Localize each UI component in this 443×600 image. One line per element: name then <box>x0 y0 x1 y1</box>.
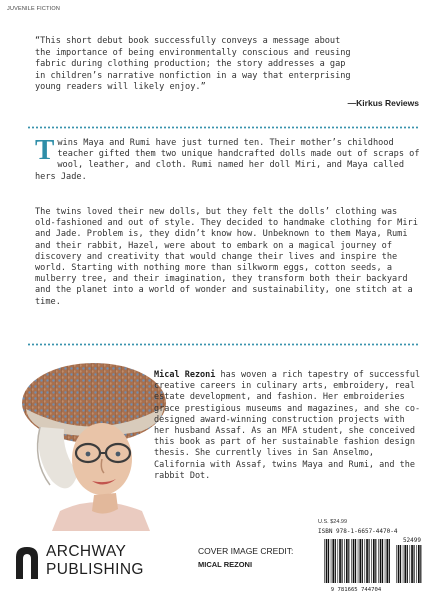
barcode-bar <box>339 539 341 583</box>
barcode-bar <box>324 539 325 583</box>
barcode-bar <box>385 539 386 583</box>
barcode-bar <box>404 545 406 583</box>
barcode-bar <box>353 539 355 583</box>
barcode-bar <box>411 545 413 583</box>
publisher-name-line2: PUBLISHING <box>46 561 144 578</box>
barcode-bar <box>396 545 397 583</box>
barcode-bar <box>326 539 328 583</box>
cover-credit-label: COVER IMAGE CREDIT: <box>198 546 294 556</box>
drop-cap: T <box>35 134 55 166</box>
publisher-name-line1: ARCHWAY <box>46 543 127 560</box>
barcode-bar <box>344 539 345 583</box>
synopsis-paragraph-1-text: wins Maya and Rumi have just turned ten. Their mother’s childhood teacher gifted them two unique handcrafted dolls made out of scraps of wool, leather, and cloth. Rumi named her doll Miri, and Maya called hers Jade. <box>35 138 420 182</box>
barcode-bar <box>420 545 421 583</box>
barcode-ean-digits: 9 781665 744704 <box>330 587 382 593</box>
review-quote: “This short debut book successfully conveys a message about the importance of being environmentally conscious and reusing fabric during clothing production; the story addresses a gap in children’s narrative nonfiction in a way that enterprising young readers will likely enjoy.” <box>35 36 351 93</box>
review-attribution: —Kirkus Reviews <box>347 98 419 108</box>
author-photo <box>22 361 172 531</box>
barcode-bar <box>346 539 348 583</box>
barcode-bar <box>380 539 382 583</box>
publisher-name <box>46 543 144 579</box>
barcode-bar <box>331 539 332 583</box>
barcode-bar <box>338 539 339 583</box>
isbn-barcode <box>318 537 428 593</box>
price-label: U.S. $24.99 <box>318 519 348 525</box>
cover-credit <box>198 545 293 571</box>
synopsis-paragraph-1 <box>35 134 423 183</box>
barcode-bar <box>407 545 408 583</box>
barcode-bar <box>348 539 349 583</box>
barcode-bar <box>416 545 417 583</box>
isbn-label: ISBN 978-1-6657-4470-4 <box>318 528 398 535</box>
barcode-bar <box>358 539 359 583</box>
author-bio <box>154 370 422 482</box>
barcode-bar <box>365 539 366 583</box>
author-portrait-illustration <box>22 361 172 531</box>
barcode-bar <box>369 539 370 583</box>
barcode-bar <box>418 545 420 583</box>
barcode-bar <box>414 545 415 583</box>
barcode-bar <box>362 539 363 583</box>
barcode-bar <box>332 539 334 583</box>
barcode-bar <box>410 545 411 583</box>
barcode-bar <box>335 539 336 583</box>
barcode-bar <box>366 539 368 583</box>
synopsis-paragraph-2: The twins loved their new dolls, but they felt the dolls’ clothing was old-fashioned and out of style. They decided to handmake clothing for Miri and Jade. Problem is, they didn’t know how. Unbeknown to them Maya, Rumi and their rabbit, Hazel, were about to embark on a magical journey of discovery and creativity that would change their lives and inspire the world. Starting with nothing more than silkworm eggs, cotton seeds, a mulberry tree, and their imagination, they transform both their backyard and the planet into a world of wonder and sustainability, one stitch at a time. <box>35 207 418 307</box>
archway-logo-icon <box>14 545 40 579</box>
barcode-price-code: 52499 <box>402 537 421 544</box>
barcode-bar <box>403 545 404 583</box>
barcode-bar <box>328 539 329 583</box>
barcode-bar <box>400 545 401 583</box>
barcode-bar <box>351 539 352 583</box>
barcode-bar <box>375 539 376 583</box>
barcode-bar <box>378 539 379 583</box>
barcode-bar <box>386 539 388 583</box>
publisher-logo <box>14 543 154 583</box>
barcode-bar <box>371 539 372 583</box>
barcode-bar <box>389 539 390 583</box>
genre-label: JUVENILE FICTION <box>7 6 61 12</box>
dotted-divider-top <box>27 126 419 129</box>
barcode-bar <box>398 545 400 583</box>
barcode-bar <box>359 539 361 583</box>
author-bio-text: has woven a rich tapestry of successful creative careers in culinary arts, embroidery, real estate development, and fashion. Her embroideries grace prestigious museums and magazines, and she co-designed award-winning construction projects with her husband Assaf. As an MFA student, she conceived this book as part of her sustainable fashion design thesis. She currently lives in San Anselmo, California with Assaf, twins Maya and Rumi, and the rabbit Dot. <box>154 370 421 481</box>
barcode-bar <box>355 539 356 583</box>
cover-credit-name: MICAL REZONI <box>198 560 253 569</box>
barcode-bar <box>382 539 383 583</box>
barcode-bar <box>342 539 343 583</box>
author-name: Mical Rezoni <box>154 370 216 380</box>
barcode-bar <box>373 539 375 583</box>
dotted-divider-bottom <box>27 343 419 346</box>
